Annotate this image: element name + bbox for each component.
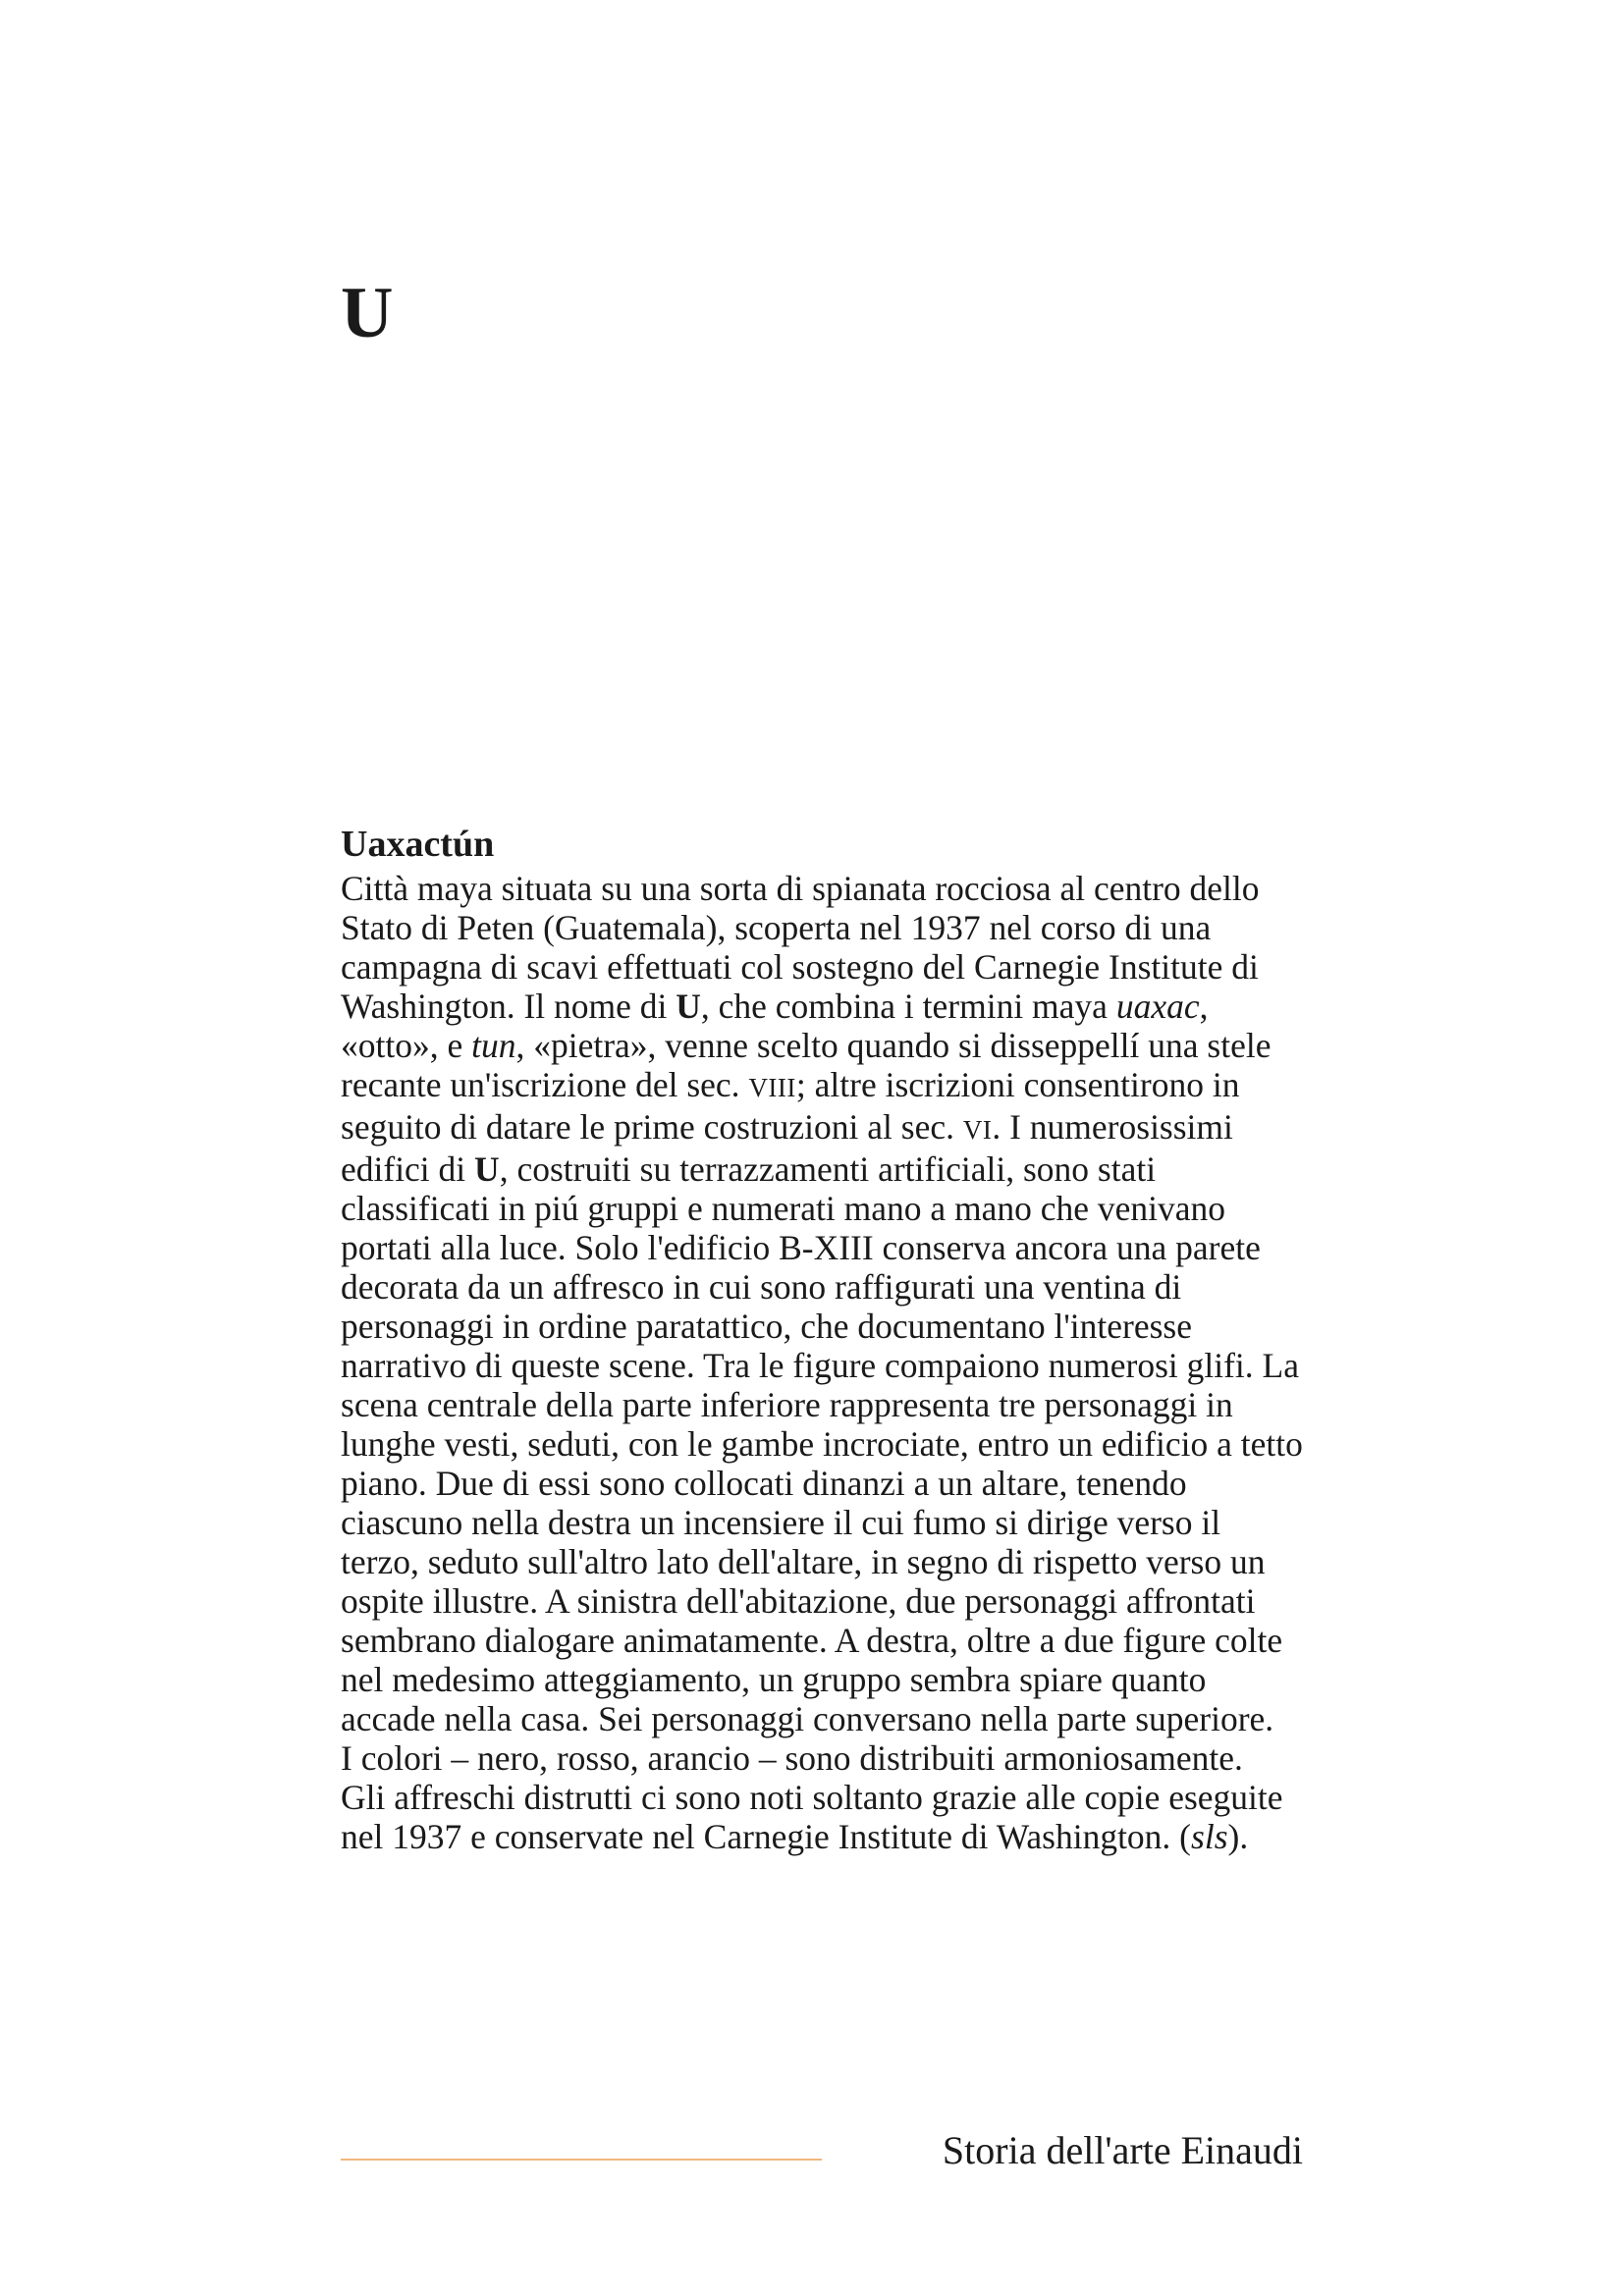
entry-italic: uaxac — [1115, 987, 1200, 1026]
entry-text-run: I colori – nero, rosso, arancio – sono distribuiti armoniosamente. — [341, 1738, 1243, 1778]
entry-text-run: , «otto», e — [341, 987, 1209, 1065]
entry-text-run: . I numerosissimi edifici di — [341, 1107, 1233, 1189]
entry-text-run: ). — [1227, 1817, 1249, 1856]
entry-paragraph — [341, 1778, 1303, 1856]
encyclopedia-entry — [341, 820, 1303, 1856]
entry-body — [341, 869, 1303, 1856]
entry-italic: sls — [1191, 1817, 1228, 1856]
entry-text-run: Città maya situata su una sorta di spianata rocciosa al centro dello Stato di Peten (Guatemala), scoperta nel 1937 nel corso di una campagna di scavi effettuati col sostegno del Carnegie Institute di Washington. Il nome di — [341, 869, 1260, 1026]
entry-emphasis: U — [474, 1149, 500, 1189]
entry-roman-numeral: VI — [962, 1115, 993, 1145]
footer-publisher: Storia dell'arte Einaudi — [942, 2128, 1303, 2172]
entry-title: Uaxactún — [341, 824, 495, 865]
section-letter: U — [341, 273, 394, 353]
entry-text-run: , «pietra», venne scelto quando si disseppellí una stele recante un'iscrizione del sec. — [341, 1026, 1271, 1104]
entry-text-run: , costruiti su terrazzamenti artificiali, sono stati classificati in piú gruppi e numerati mano a mano che venivano portati alla luce. Solo l'edificio B-XIII conserva ancora una parete decorata da un affresco in cui sono raffigurati una ventina di personaggi in ordine paratattico, che documentano l'interesse narrativo di queste scene. Tra le figure compaiono numerosi glifi. La scena centrale della parte inferiore rappresenta tre personaggi in lunghe vesti, seduti, con le gambe incrociate, entro un edificio a tetto piano. Due di essi sono collocati dinanzi a un altare, tenendo ciascuno nella destra un incensiere il cui fumo si dirige verso il terzo, seduto sull'altro lato dell'altare, in segno di rispetto verso un ospite illustre. A sinistra dell'abitazione, due personaggi affrontati sembrano dialogare animatamente. A destra, oltre a due figure colte nel medesimo atteggiamento, un gruppo sembra spiare quanto accade nella casa. Sei personaggi conversano nella parte superiore. — [341, 1149, 1303, 1738]
entry-text-run: Gli affreschi distrutti ci sono noti soltanto grazie alle copie eseguite nel 1937 e conservate nel Carnegie Institute di Washington. ( — [341, 1778, 1283, 1856]
entry-emphasis: U — [676, 987, 701, 1026]
entry-paragraph — [341, 1738, 1303, 1778]
entry-text-run: ; altre iscrizioni consentirono in seguito di datare le prime costruzioni al sec. — [341, 1065, 1240, 1147]
entry-text-run: , che combina i termini maya — [700, 987, 1116, 1026]
footer-rule — [341, 2159, 822, 2161]
entry-italic: tun — [471, 1026, 516, 1065]
entry-paragraph — [341, 869, 1303, 1738]
entry-roman-numeral: VIII — [748, 1073, 796, 1102]
